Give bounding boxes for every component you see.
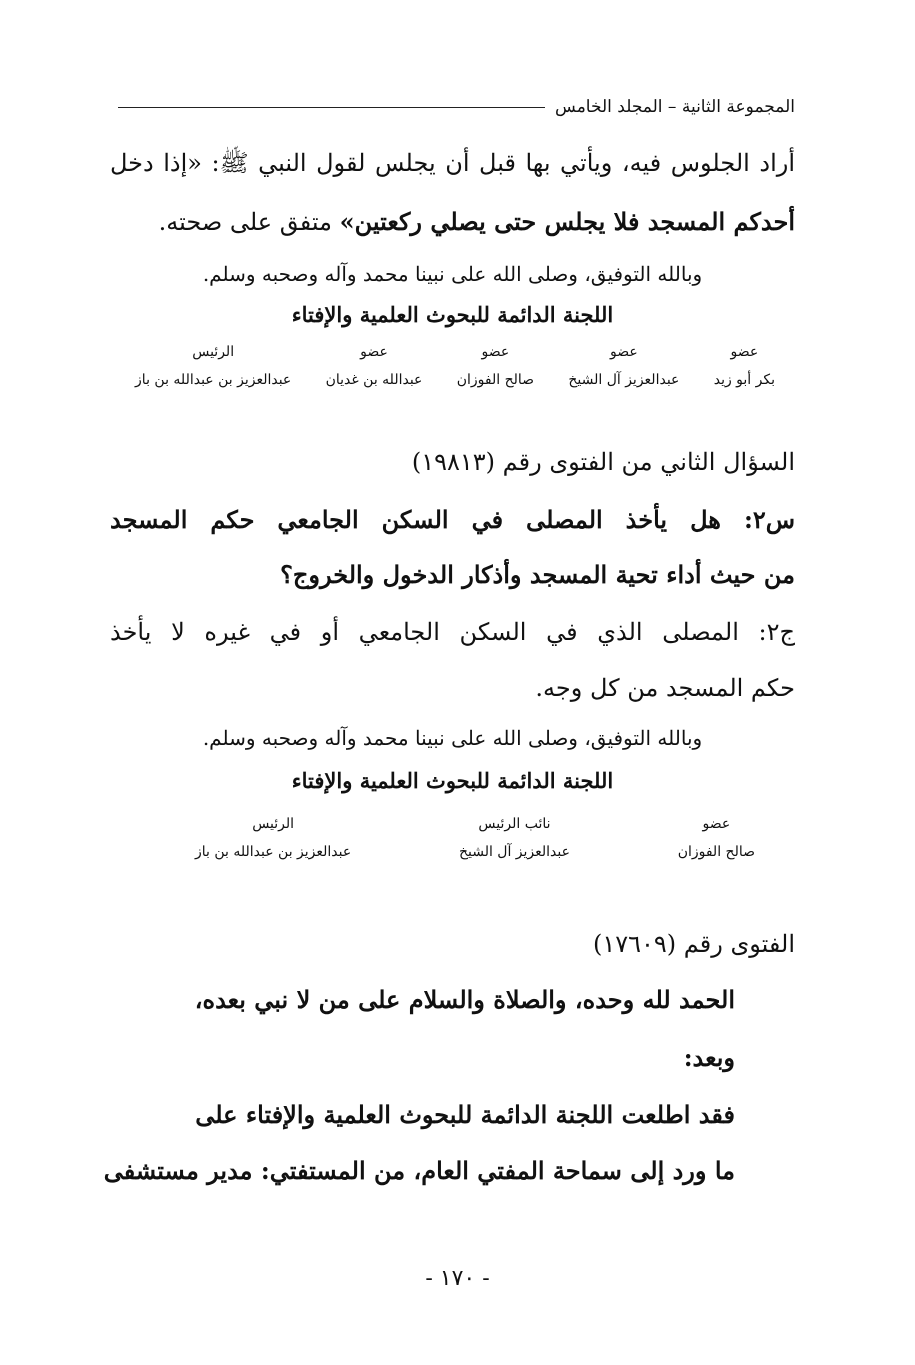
answer-line2: حكم المسجد من كل وجه. <box>535 674 795 702</box>
fatwa-line1: الحمد لله وحده، والصلاة والسلام على من لا نبي بعده، <box>194 985 735 1014</box>
signatories-1 <box>135 344 775 388</box>
signatories-2 <box>195 816 755 860</box>
signatory <box>457 344 534 388</box>
signatory-role: عضو <box>481 344 510 360</box>
signatory-role: عضو <box>702 816 731 832</box>
signatory-role: الرئيس <box>252 816 295 832</box>
fatwa-line2: وبعد: <box>683 1043 735 1072</box>
closing-1: وبالله التوفيق، وصلى الله على نبينا محمد وآله وصحبه وسلم. <box>202 262 703 286</box>
question-heading: السؤال الثاني من الفتوى رقم (١٩٨١٣) <box>411 448 795 476</box>
answer-line1: ج٢: المصلى الذي في السكن الجامعي أو في غيره لا يأخذ <box>110 618 795 646</box>
header-rule <box>118 107 545 108</box>
signatory-name: عبدالعزيز آل الشيخ <box>568 372 680 388</box>
signatory-role: عضو <box>360 344 388 360</box>
closing-2: وبالله التوفيق، وصلى الله على نبينا محمد وآله وصحبه وسلم. <box>202 726 703 750</box>
question-line1: س٢: هل يأخذ المصلى في السكن الجامعي حكم المسجد <box>110 505 795 534</box>
signatory-role: عضو <box>610 344 638 360</box>
signatory <box>135 344 291 388</box>
para1-line1: أراد الجلوس فيه، ويأتي بها قبل أن يجلس لقول النبي ﷺ: «إذا دخل <box>110 149 795 177</box>
header-title: المجموعة الثانية – المجلد الخامس <box>555 97 795 117</box>
running-header <box>118 92 795 122</box>
signatory <box>678 816 755 860</box>
fatwa-heading: الفتوى رقم (١٧٦٠٩) <box>592 930 795 958</box>
committee-name-1: اللجنة الدائمة للبحوث العلمية والإفتاء <box>291 302 614 327</box>
signatory-name: بكر أبو زيد <box>713 372 775 388</box>
fatwa-line4: ما ورد إلى سماحة المفتي العام، من المستفتي: مدير مستشفى <box>103 1156 735 1185</box>
signatory <box>714 344 775 388</box>
signatory-name: عبدالعزيز آل الشيخ <box>458 844 570 860</box>
signatory <box>459 816 570 860</box>
signatory <box>568 344 679 388</box>
hadith-quote: أحدكم المسجد فلا يجلس حتى يصلي ركعتين» <box>339 207 795 236</box>
signatory-role: الرئيس <box>192 344 235 360</box>
page-number: - ١٧٠ - <box>425 1266 490 1291</box>
hadith-source: متفق على صحته. <box>158 208 340 236</box>
signatory-name: عبدالعزيز بن عبدالله بن باز <box>135 372 292 388</box>
signatory-name: عبدالله بن غديان <box>325 372 423 388</box>
signatory-role: نائب الرئيس <box>478 816 551 832</box>
committee-name-2: اللجنة الدائمة للبحوث العلمية والإفتاء <box>291 768 614 793</box>
signatory-name: عبدالعزيز بن عبدالله بن باز <box>195 844 352 860</box>
signatory-name: صالح الفوزان <box>456 372 535 388</box>
fatwa-line3: فقد اطلعت اللجنة الدائمة للبحوث العلمية والإفتاء على <box>195 1100 735 1129</box>
para1-line2 <box>110 207 795 236</box>
signatory <box>195 816 351 860</box>
signatory <box>326 344 423 388</box>
signatory-role: عضو <box>730 344 759 360</box>
signatory-name: صالح الفوزان <box>677 844 755 860</box>
question-line2: من حيث أداء تحية المسجد وأذكار الدخول والخروج؟ <box>280 560 795 589</box>
